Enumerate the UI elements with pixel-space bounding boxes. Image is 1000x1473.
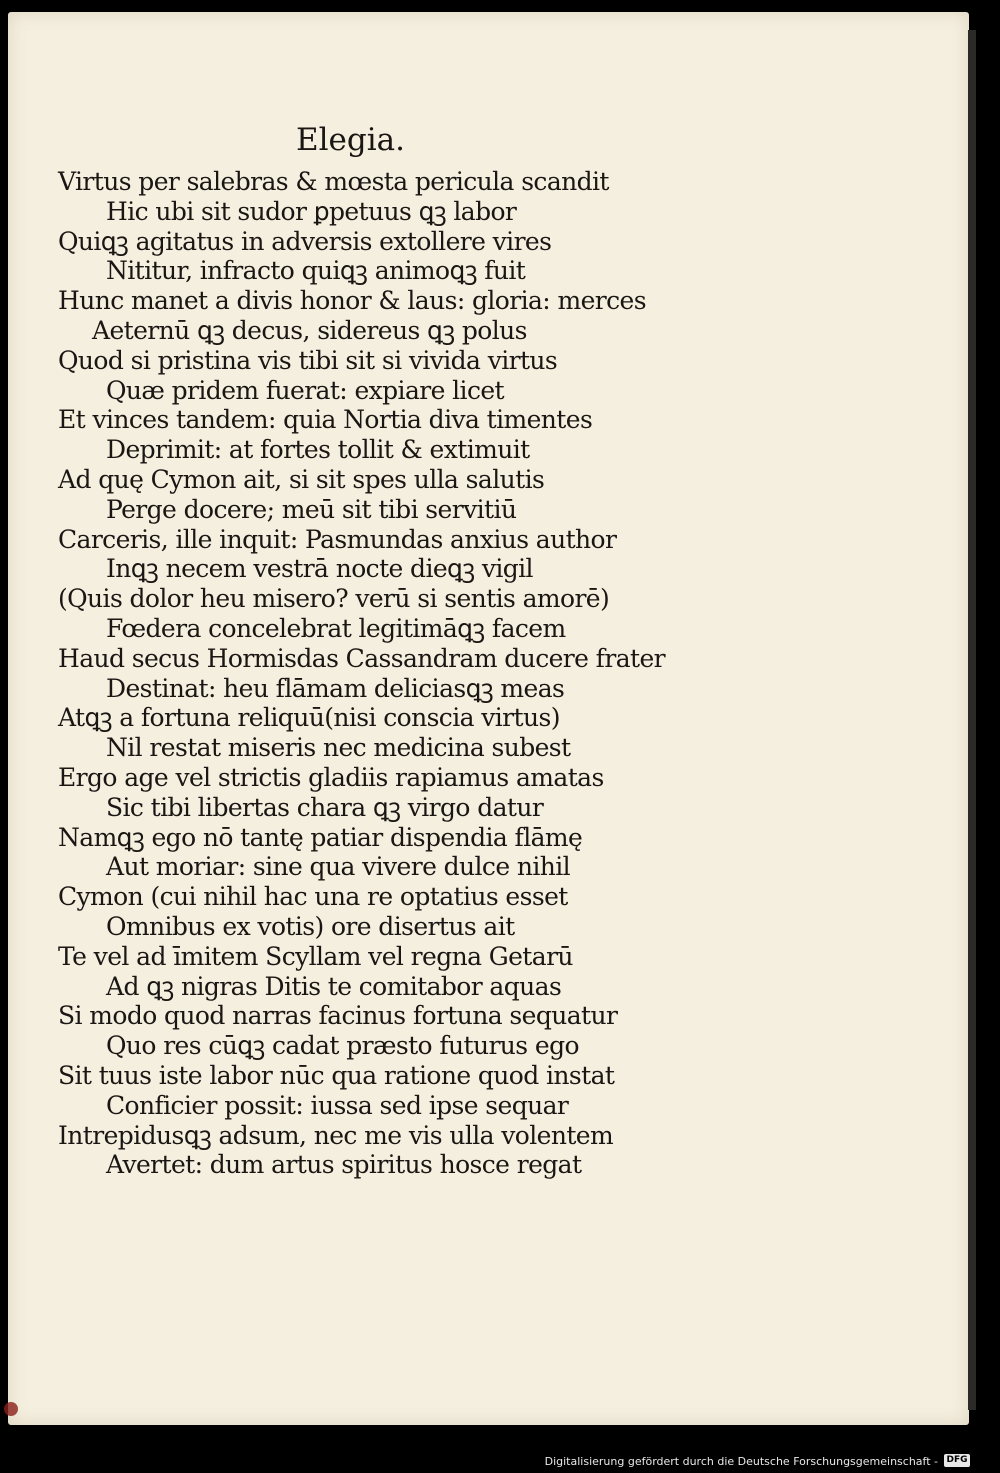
verse-line: Destinat: heu flāmam deliciasꝗꝫ meas <box>106 673 565 703</box>
verse-line: Hunc manet a divis honor & laus: gloria: merces <box>58 286 646 316</box>
verse-line: Perge docere; meū sit tibi servitiū <box>106 494 517 524</box>
verse-line: Sic tibi libertas chara ꝗꝫ virgo datur <box>106 792 544 822</box>
verse-line: Cymon (cui nihil hac una re optatius esset <box>58 882 568 912</box>
verse-line: Intrepidusꝗꝫ adsum, nec me vis ulla volentem <box>58 1120 614 1150</box>
verse-line: Ad quę Cymon ait, si sit spes ulla salutis <box>58 464 545 494</box>
verse-line: Nititur, infracto quiꝗꝫ animoꝗꝫ fuit <box>106 256 526 286</box>
verse-line: Omnibus ex votis) ore disertus ait <box>106 911 515 941</box>
page-edge <box>968 30 976 1410</box>
verse-line: Te vel ad īmitem Scyllam vel regna Getarū <box>58 941 573 971</box>
verse-line: Conficier possit: iussa sed ipse sequar <box>106 1090 569 1120</box>
paper-page <box>8 12 969 1425</box>
verse-line: Ergo age vel strictis gladiis rapiamus amatas <box>58 762 604 792</box>
verse-line: Aut moriar: sine qua vivere dulce nihil <box>106 852 571 882</box>
library-stamp-mark <box>4 1402 18 1416</box>
verse-line: Aeternū ꝗꝫ decus, sidereus ꝗꝫ polus <box>92 315 527 345</box>
verse-line: Ad ꝗꝫ nigras Ditis te comitabor aquas <box>106 971 562 1001</box>
verse-line: Si modo quod narras facinus fortuna sequatur <box>58 1001 618 1031</box>
digitization-credit: Digitalisierung gefördert durch die Deutsche Forschungsgemeinschaft - <box>544 1455 938 1468</box>
verse-line: Avertet: dum artus spiritus hosce regat <box>106 1150 582 1180</box>
verse-line: Et vinces tandem: quia Nortia diva timentes <box>58 405 593 435</box>
verse-line: Atꝗꝫ a fortuna reliquū(nisi conscia virtus) <box>58 703 560 733</box>
verse-line: Quæ pridem fuerat: expiare licet <box>106 375 504 405</box>
verse-line: Quiꝗꝫ agitatus in adversis extollere vires <box>58 226 552 256</box>
verse-line: Inꝗꝫ necem vestrā nocte dieꝗꝫ vigil <box>106 554 533 584</box>
verse-text <box>8 167 969 1180</box>
verse-line: Sit tuus iste labor nūc qua ratione quod instat <box>58 1060 615 1090</box>
verse-line: (Quis dolor heu misero? verū si sentis amorē) <box>58 584 610 614</box>
verse-line: Quod si pristina vis tibi sit si vivida virtus <box>58 345 558 375</box>
verse-line: Carceris, ille inquit: Pasmundas anxius author <box>58 524 617 554</box>
verse-line: Fœdera concelebrat legitimāꝗꝫ facem <box>106 613 566 643</box>
verse-line: Nil restat miseris nec medicina subest <box>106 733 571 763</box>
verse-line: Virtus per salebras & mœsta pericula scandit <box>58 167 609 196</box>
verse-line: Haud secus Hormisdas Cassandram ducere frater <box>58 643 665 673</box>
dfg-logo: DFG <box>944 1454 970 1467</box>
verse-line: Quo res cūꝗꝫ cadat præsto futurus ego <box>106 1031 579 1061</box>
verse-line: Hic ubi sit sudor ꝑpetuus ꝗꝫ labor <box>106 196 517 226</box>
page-title: Elegia. <box>296 122 405 158</box>
verse-line: Deprimit: at fortes tollit & extimuit <box>106 435 530 465</box>
verse-line: Namꝗꝫ ego nō tantę patiar dispendia flāmę <box>58 822 583 852</box>
